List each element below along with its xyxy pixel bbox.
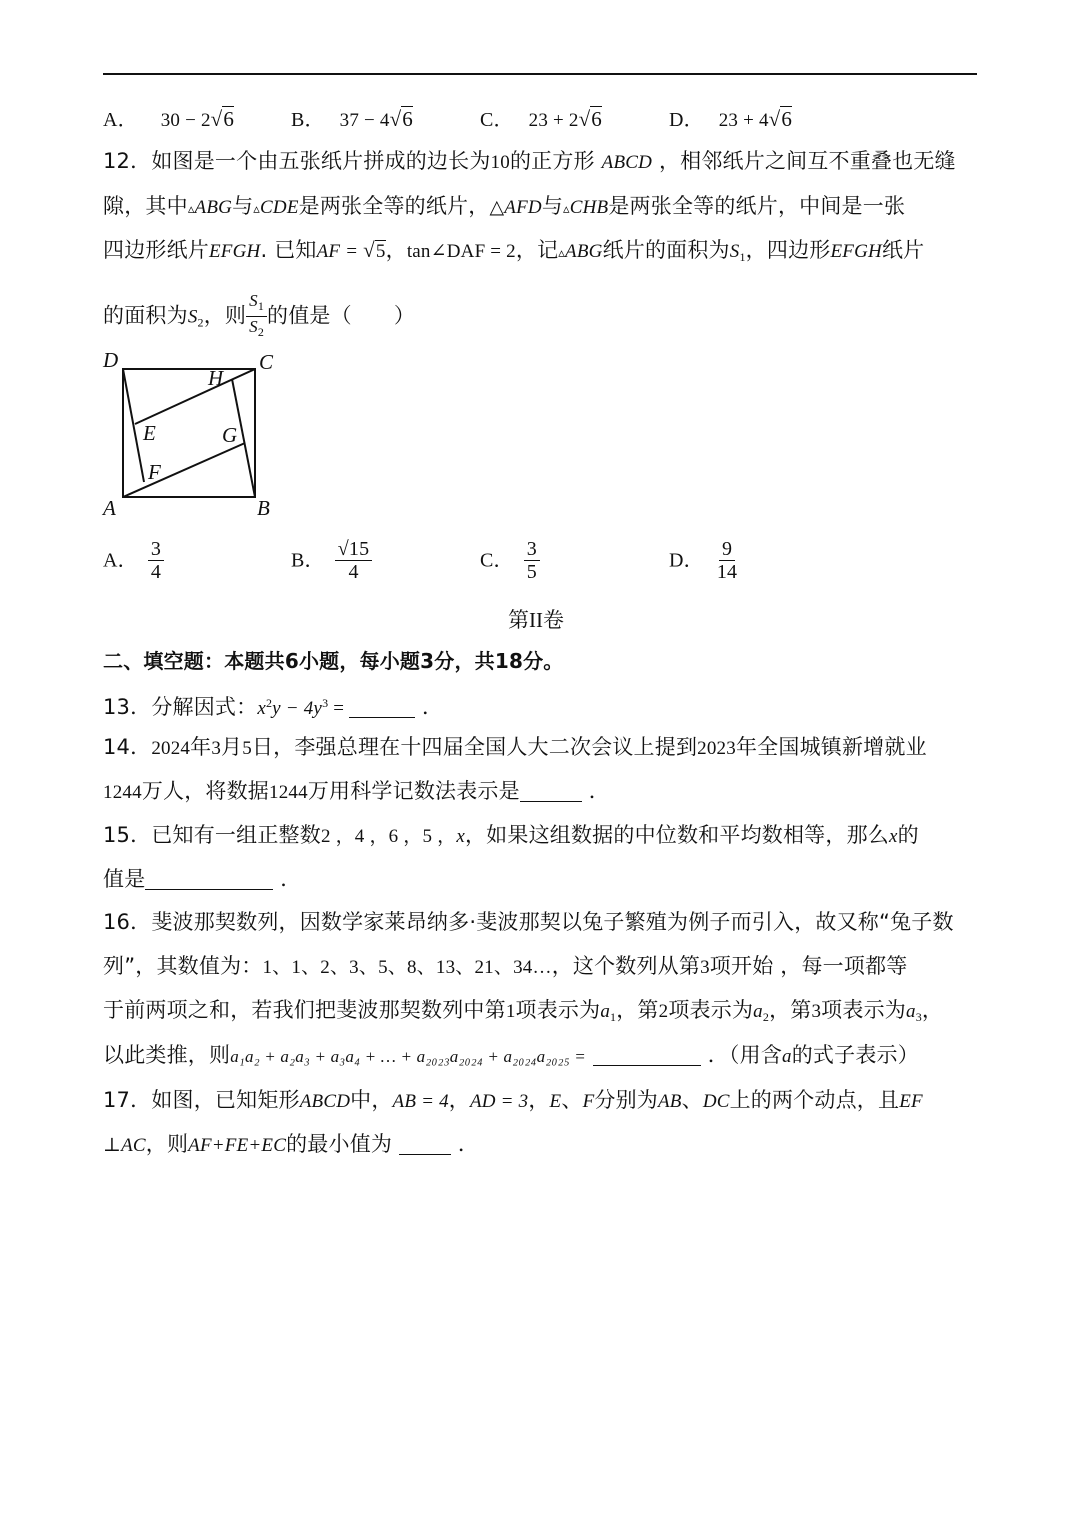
q16-line-1: 16．斐波那契数列，因数学家莱昂纳多·斐波那契以兔子繁殖为例子而引入，故又称“兔子数 xyxy=(103,910,954,934)
q12-option-c: C． $\frac{3}{5}$ xyxy=(480,538,540,583)
label-h: H xyxy=(208,366,224,390)
q12-option-a: A． $\frac{3}{4}$ xyxy=(103,538,164,583)
sqrt-symbol: √6 xyxy=(389,107,413,131)
q17-line-1: 17．如图，已知矩形ABCD中，AB = 4，AD = 3，E、F分别为AB、DC上的两个动点，且EF xyxy=(103,1088,923,1112)
fraction: $\frac{9}{14}$ xyxy=(716,538,738,583)
square-figure xyxy=(95,345,295,520)
segment-c-e xyxy=(135,369,255,424)
label-d: D xyxy=(103,348,119,372)
fraction: $\frac{3}{4}$ xyxy=(148,538,164,583)
q12-line-2: 隙，其中▵ABG与▵CDE是两张全等的纸片，△AFD与▵CHB是两张全等的纸片，中间是一张 xyxy=(103,194,906,218)
q11-option-c: C． 23 + 2√6 xyxy=(480,107,602,131)
q16-line-4: 以此类推，则a₁a₂ + a₂a₃ + a₃a₄ + … + a₂₀₂₃a₂₀₂₄ + a₂₀₂₄a₂₀₂₅ = ．（用含a的式子表示） xyxy=(103,1043,919,1067)
q12-line-1: 12．如图是一个由五张纸片拼成的边长为10的正方形 ABCD ，相邻纸片之间互不重叠也无缝 xyxy=(103,149,956,173)
label-a: A xyxy=(103,496,116,520)
q12-option-d: D． $\frac{9}{14}$ xyxy=(669,538,740,583)
q15-line-1: 15．已知有一组正整数2 ，4 ，6 ，5 ，x，如果这组数据的中位数和平均数相等，那么x的 xyxy=(103,823,919,847)
q12-line-3: 四边形纸片EFGH. 已知AF = √5，tan∠DAF = 2，记▵ABG纸片的面积为$S_1$，四边形EFGH纸片 xyxy=(103,238,925,264)
fill-in-heading: 二、填空题：本题共6小题，每小题3分，共18分。 xyxy=(103,649,564,673)
label-f: F xyxy=(148,460,161,484)
q16-line-2: 列”，其数值为：1、1、2、3、5、8、13、21、34…，这个数列从第3项开始 ，每一项都等 xyxy=(103,954,908,978)
question-13: 13．分解因式：$x^2y - 4y^3$ = ． xyxy=(103,695,444,719)
sqrt-symbol: √6 xyxy=(210,107,235,131)
sqrt-symbol: √6 xyxy=(578,107,602,131)
segment-d-f xyxy=(123,369,144,482)
q11-option-b: B． 37 − 4√6 xyxy=(291,107,413,131)
q14-line-1: 14．2024年3月5日，李强总理在十四届全国人大二次会议上提到2023年全国城镇新增就业 xyxy=(103,735,927,759)
q11-option-d: D． 23 + 4√6 xyxy=(669,107,793,131)
fraction: $\frac{√15}{4}$ xyxy=(335,538,373,583)
q12-line-4: 的面积为$S_2$，则 $\frac{S_1}{S_2}$ 的值是（ ） xyxy=(103,291,415,342)
top-rule xyxy=(103,73,977,75)
sqrt-symbol: √6 xyxy=(768,107,793,131)
sqrt-symbol: √5 xyxy=(363,238,386,262)
s1-over-s2-fraction: $\frac{S_1}{S_2}$ xyxy=(246,291,267,342)
label-c: C xyxy=(259,350,274,374)
answer-blank[interactable] xyxy=(145,869,273,890)
q12-option-b: B． $\frac{√15}{4}$ xyxy=(291,538,372,583)
q17-line-2: ⊥AC，则AF+FE+EC的最小值为 ． xyxy=(103,1132,480,1156)
section-ii-title: 第II卷 xyxy=(508,608,564,632)
fraction: $\frac{3}{5}$ xyxy=(524,538,540,583)
answer-blank[interactable] xyxy=(520,781,582,802)
q14-line-2: 1244万人，将数据1244万用科学记数法表示是 ． xyxy=(103,779,610,803)
answer-blank[interactable] xyxy=(399,1134,451,1155)
label-e: E xyxy=(143,421,156,445)
answer-blank[interactable] xyxy=(349,697,415,718)
q16-line-3: 于前两项之和，若我们把斐波那契数列中第1项表示为$a_1$，第2项表示为$a_2$，第3项表示为$a_3$， xyxy=(103,998,944,1024)
label-b: B xyxy=(257,496,270,520)
q15-line-2: 值是 ． xyxy=(103,867,302,891)
answer-blank[interactable] xyxy=(593,1045,701,1066)
q11-option-a: A． 30 − 2√6 xyxy=(103,107,235,131)
label-g: G xyxy=(222,423,238,447)
